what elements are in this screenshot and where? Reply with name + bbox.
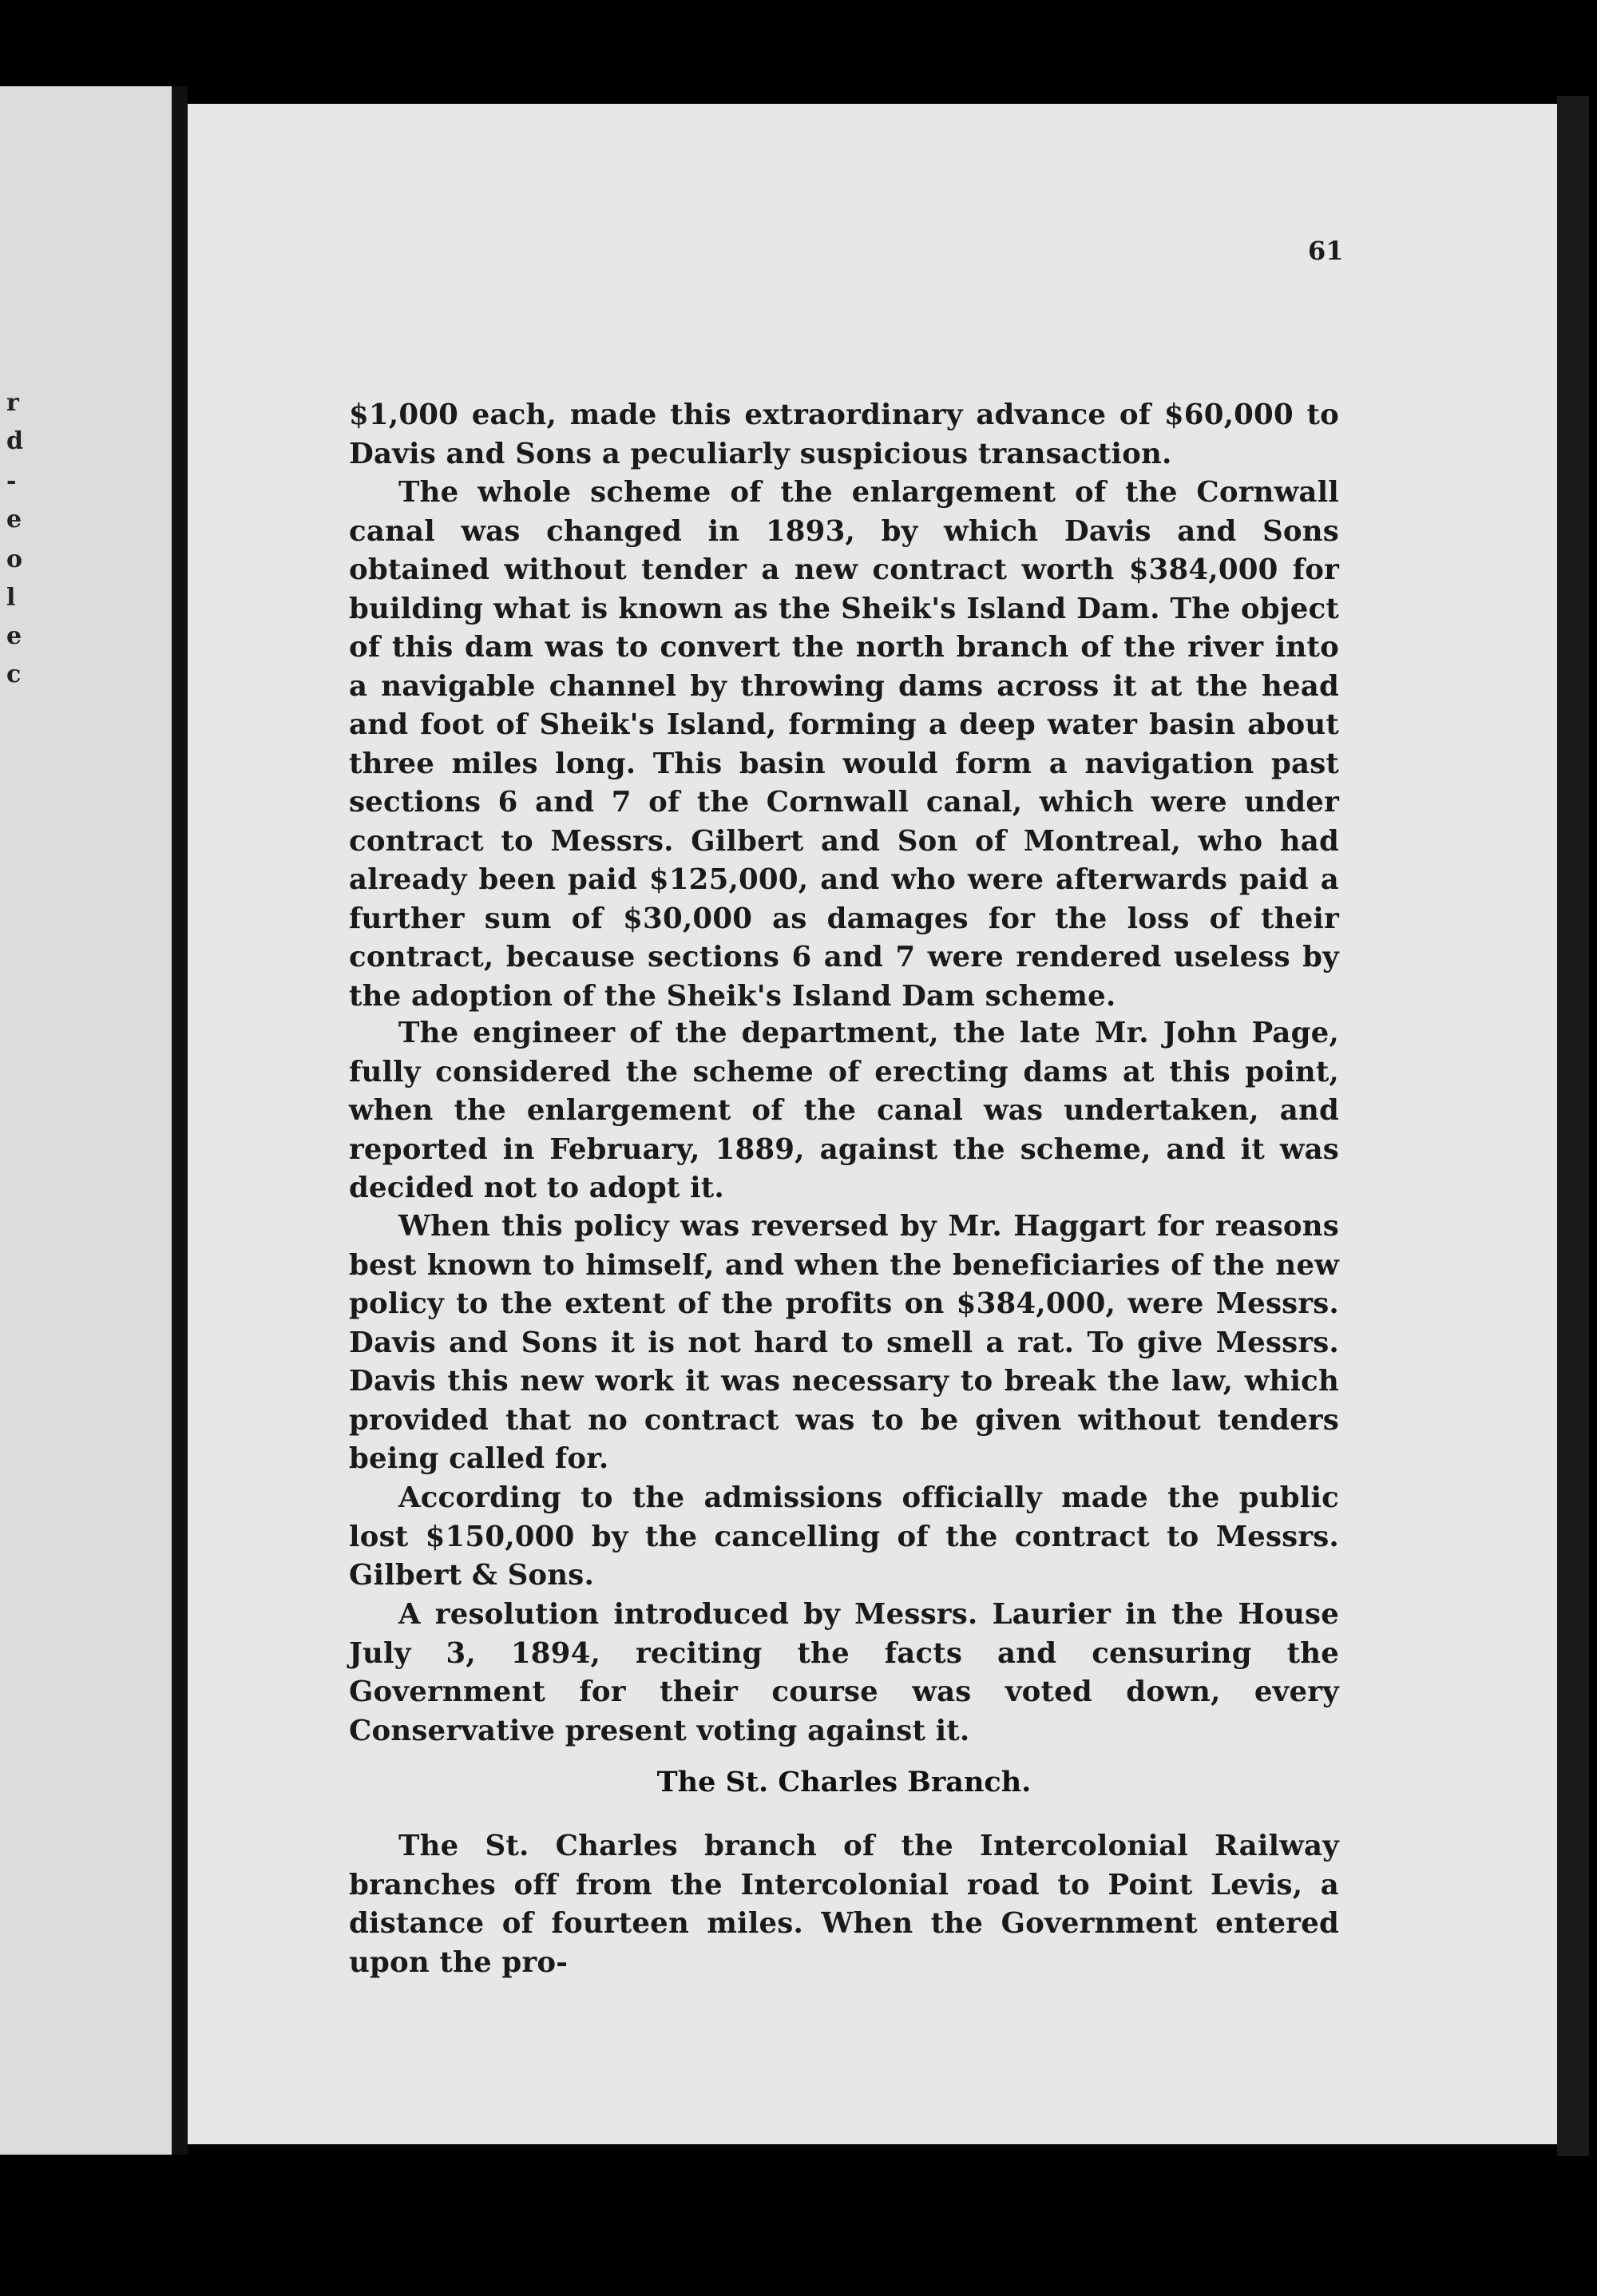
body-paragraph: A resolution introduced by Messrs. Laurier in the House July 3, 1894, reciting the facts and censuring the Government for their course was voted down, every Conservative present voting against it. <box>349 1598 1339 1747</box>
left-page-fragment: c <box>6 660 22 688</box>
left-page-fragment: e <box>6 622 22 650</box>
left-page-fragment: e <box>6 506 22 533</box>
page-edge <box>1557 96 1589 2156</box>
body-paragraph: The engineer of the department, the late Mr. John Page, fully considered the scheme of erecting dams at this point, when the enlargement of the canal was undertaken, and reported in February, 1889, against the scheme, and it was decided not to adopt it. <box>349 1017 1339 1204</box>
book-gutter <box>172 86 188 2155</box>
section-heading: The St. Charles Branch. <box>656 1766 1032 1798</box>
left-page-fragment: r <box>6 389 19 417</box>
left-facing-page <box>0 86 172 2155</box>
body-paragraph: When this policy was reversed by Mr. Haggart for reasons best known to himself, and when the beneficiaries of the new policy to the extent of the profits on $384,000, were Messrs. Davis and Sons it is not hard to smell a rat. To give Messrs. Davis this new work it was necessary to break the law, which provided that no contract was to be given without tenders being called for. <box>349 1210 1339 1475</box>
page-number: 61 <box>1308 236 1344 266</box>
left-page-fragment: d <box>6 427 23 455</box>
body-paragraph: According to the admissions officially made the public lost $150,000 by the cancelling of the contract to Messrs. Gilbert & Sons. <box>349 1481 1339 1592</box>
body-paragraph: $1,000 each, made this extraordinary advance of $60,000 to Davis and Sons a peculiarly suspicious transaction. <box>349 399 1339 470</box>
left-page-fragment: o <box>6 545 23 573</box>
left-page-fragment: - <box>6 467 17 495</box>
body-paragraph: The whole scheme of the enlargement of the Cornwall canal was changed in 1893, by which Davis and Sons obtained without tender a new contract worth $384,000 for building what is known as the Sheik's Island Dam. The object of this dam was to convert the north branch of the river into a navigable channel by throwing dams across it at the head and foot of Sheik's Island, forming a deep water basin about three miles long. This basin would form a navigation past sections 6 and 7 of the Cornwall canal, which were under contract to Messrs. Gilbert and Son of Montreal, who had already been paid $125,000, and who were afterwards paid a further sum of $30,000 as damages for the loss of their contract, because sections 6 and 7 were rendered useless by the adoption of the Sheik's Island Dam scheme. <box>349 476 1339 1013</box>
left-page-fragment: l <box>6 584 16 612</box>
body-paragraph: The St. Charles branch of the Intercolonial Railway branches off from the Intercolonial road to Point Levis, a distance of fourteen miles. When the Government entered upon the pro- <box>349 1830 1339 1979</box>
